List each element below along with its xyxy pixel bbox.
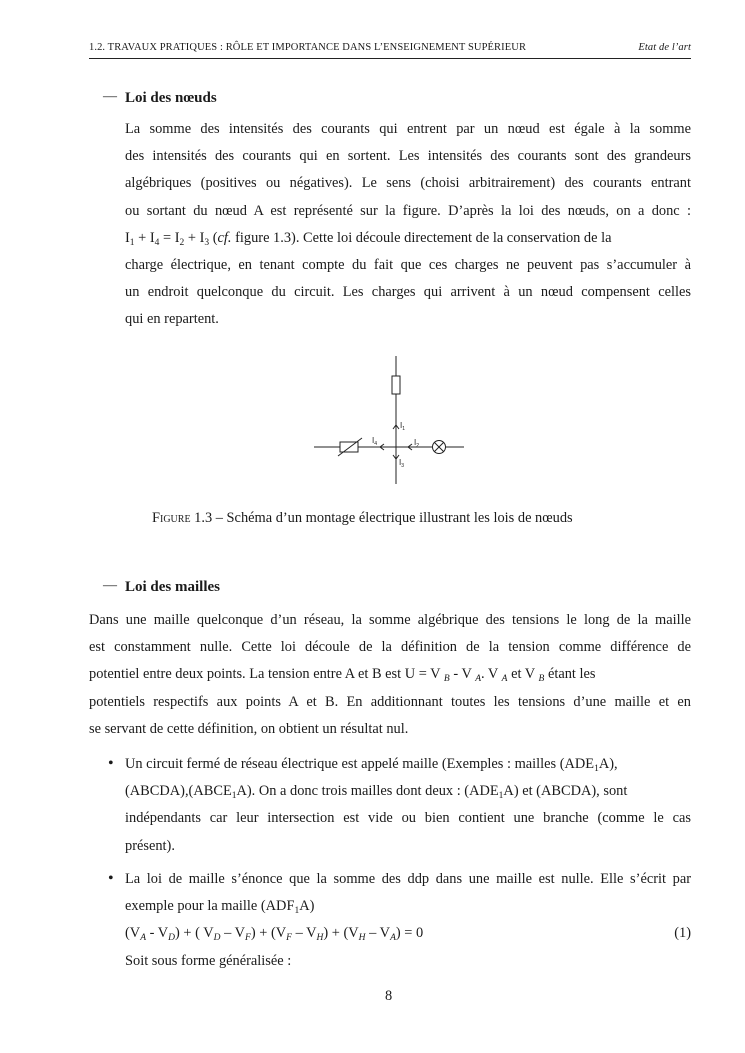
text-line: Dans une maille quelconque d’un réseau, la somme algébrique des tensions le long de la maille [89,612,691,628]
label-i4: $I_4$ [372,436,378,447]
text-line: des intensités des courants qui en sortent. Les intensités des courants sont des grandeurs [125,148,691,165]
text-line: exemple pour la maille $(ADF_1A)$ [125,898,315,917]
resistor-top [392,376,400,394]
text-line-tension: potentiel entre deux points. La tension entre A et B est U = V $_B$ - V $_A$. V $_A$ et V $_B$ étant les [89,666,596,685]
text-line: potentiels respectifs aux points A et B. En additionnant toutes les tensions d’une maille et en [89,693,691,710]
running-header-section: Etat de l’art [638,42,691,53]
text-line: La somme des intensités des courants qui entrent par un nœud est égale à la somme [125,121,691,137]
text-line: Un circuit fermé de réseau électrique est appelé maille (Exemples : mailles $(ADE_1A)$, [125,756,618,774]
text-line: est constamment nulle. Cette loi découle de la définition de la tension comme différence de [89,639,691,656]
equation-line: $I_1 + I_4 = I_2 + I_3$ (cf. figure 1.3). Cette loi découle directement de la conservation de la [125,229,612,248]
bullet-item-maille-definition [125,751,691,860]
section-title-loi-des-noeuds: Loi des nœuds [125,90,217,106]
text-line: ou sortant du nœud A est représenté sur la figure. D’après la loi des nœuds, on a donc : [125,202,691,219]
equation-mailles: $(V_A - V_D)$ + ( $V_D - V_F) + (V_F - V_H) + (V_H - V_A) = 0$ (1) [125,920,691,947]
paragraph-loi-des-noeuds [125,116,691,334]
label-i1: $I_1$ [400,421,406,432]
running-header-chapter: 1.2. TRAVAUX PRATIQUES : RÔLE ET IMPORTANCE DANS L’ENSEIGNEMENT SUPÉRIEUR [89,42,527,53]
text-line: un endroit quelconque du circuit. Les charges qui arrivent à un nœud compensent celles [125,284,691,301]
equation-number: (1) [674,925,691,942]
text-line: se servant de cette définition, on obtient un résultat nul. [89,720,409,737]
figure-caption [152,510,573,527]
text-line: présent). [125,837,175,854]
section-dash: — [103,578,117,593]
text-line: $(ABCDA),(ABCE_1A)$. On a donc trois mailles dont deux : $(ADE_1A)$ et (ABCDA), sont [125,783,628,802]
bullet-item-loi-de-maille [125,866,691,975]
bullet-mark: • [108,755,114,772]
figure-caption-text: – Schéma d’un montage électrique illustrant les lois de nœuds [212,510,573,526]
label-i3: $I_3$ [399,458,405,469]
label-i2: $I_2$ [414,438,420,449]
section-title-loi-des-mailles: Loi des mailles [125,579,221,595]
page-number: 8 [385,988,393,1004]
text-line: charge électrique, en tenant compte du fait que ces charges ne peuvent pas s’accumuler à [125,256,691,273]
paragraph-loi-des-mailles [89,607,691,743]
text-line: indépendants car leur intersection est vide ou bien contient une branche (comme le cas [125,810,691,827]
header-rule [89,58,691,59]
text-line: algébriques (positives ou négatives). Le sens (choisi arbitrairement) des courants entrant [125,175,691,192]
text-line: La loi de maille s’énonce que la somme des ddp dans une maille est nulle. Elle s’écrit par [125,871,691,887]
bullet-mark: • [108,870,114,887]
text-line: Soit sous forme généralisée : [125,952,292,969]
text-line: qui en repartent. [125,311,219,328]
circuit-node-diagram [300,350,480,490]
figure-caption-label: Figure 1.3 [152,510,213,526]
section-dash: — [103,89,117,104]
